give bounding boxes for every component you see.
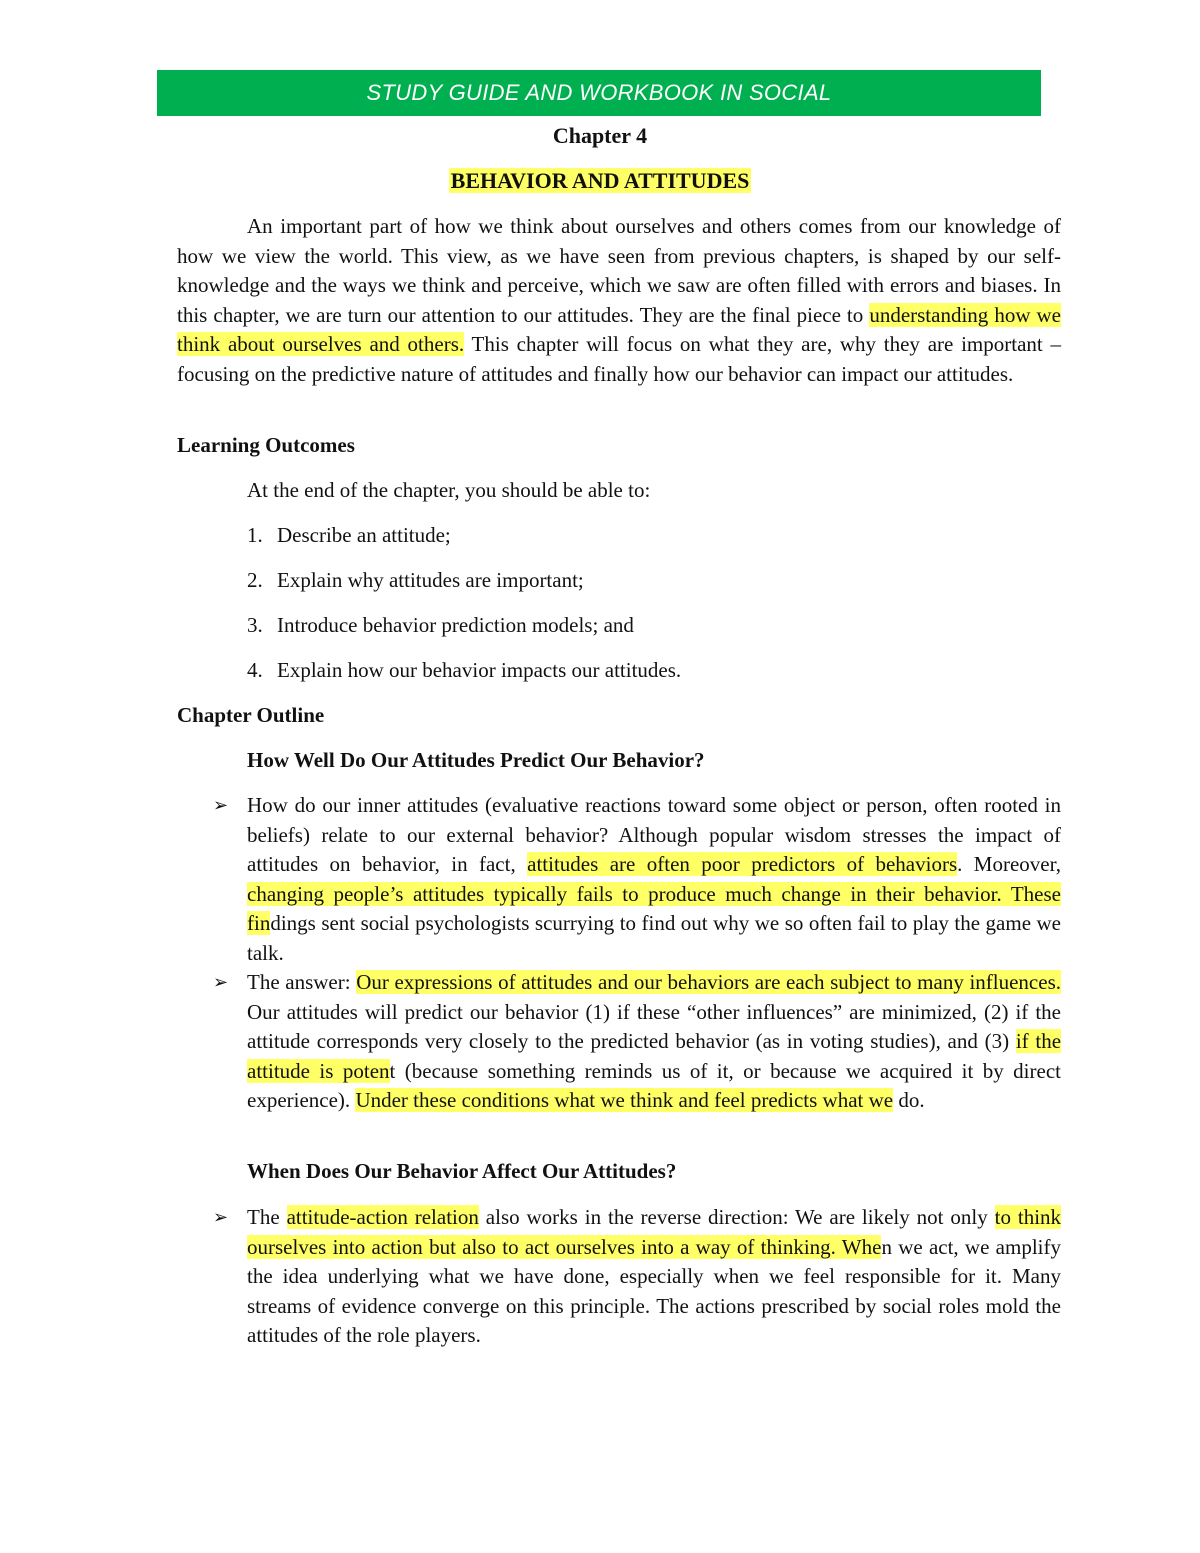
bullet-segment: . Moreover,: [957, 852, 1061, 876]
outcome-number: 4.: [247, 658, 263, 682]
bullet-segment: dings sent social psychologists scurrying to find out why we so often fail to play the game we talk.: [247, 911, 1061, 965]
outcome-text: Introduce behavior prediction models; and: [277, 613, 634, 637]
outcome-item: [247, 613, 634, 638]
bullet-segment: n we act, we amplify the idea underlying what we have done, especially when we feel responsible for it. Many streams of evidence converge on this principle. The actions prescribed by social roles mold the attitudes of the role players.: [247, 1234, 1061, 1347]
outline-bullet: [213, 791, 1061, 968]
outline-bullet: [213, 1203, 1061, 1351]
bullet-text: [247, 791, 1061, 968]
chapter-label: Chapter 4: [552, 123, 648, 148]
chapter-outline-heading: Chapter Outline: [177, 703, 325, 727]
bullet-highlight: attitudes are often poor predictors of behaviors: [527, 852, 958, 876]
bullet-text: [247, 1203, 1061, 1351]
intro-highlight: understanding how we think about ourselves and others.: [177, 302, 1061, 356]
bullet-highlight: changing people’s attitudes typically fails to produce much change in their behavior. These fin: [247, 881, 1061, 935]
outcome-number: 3.: [247, 613, 263, 637]
outcome-text: Describe an attitude;: [277, 523, 451, 547]
outline-bullet: [213, 968, 1061, 1116]
outcome-number: 2.: [247, 568, 263, 592]
arrowhead-bullet-icon: ➢: [213, 1207, 229, 1228]
arrowhead-bullet-icon: ➢: [213, 972, 229, 993]
bullet-highlight: Under these conditions what we think and feel predicts what we: [355, 1088, 894, 1112]
arrowhead-bullet-icon: ➢: [213, 795, 229, 816]
section2-title: When Does Our Behavior Affect Our Attitudes?: [247, 1159, 677, 1183]
bullet-highlight: to think ourselves into action but also to act ourselves into a way of thinking. Whe: [247, 1205, 1062, 1259]
bullet-segment: How do our inner attitudes (evaluative reactions toward some object or person, often rooted in beliefs) relate to our external behavior? Although popular wisdom stresses the impact of attitudes on behavior, in fact,: [247, 793, 1061, 876]
outcome-number: 1.: [247, 523, 263, 547]
chapter-title: [0, 168, 1200, 194]
learning-outcomes-lead: At the end of the chapter, you should be able to:: [247, 478, 651, 502]
bullet-highlight: attitude-action relation: [286, 1205, 479, 1229]
section1-title: How Well Do Our Attitudes Predict Our Behavior?: [247, 748, 705, 772]
intro-part1: An important part of how we think about ourselves and others comes from our knowledge of how we view the world. This view, as we have seen from previous chapters, is shaped by our self-knowledge and the ways we think and perceive, which we saw are often filled with errors and biases. In this chapter, we are turn our attention to our attitudes. They are the final piece to: [177, 214, 1061, 327]
bullet-segment: do.: [898, 1088, 925, 1112]
outcome-item: [247, 523, 451, 548]
outcome-text: Explain how our behavior impacts our attitudes.: [277, 658, 682, 682]
bullet-segment: The: [247, 1205, 280, 1229]
chapter-title-text: BEHAVIOR AND ATTITUDES: [450, 168, 750, 193]
bullet-segment: t (because something reminds us of it, or because we acquired it by direct experience).: [247, 1058, 1061, 1112]
outcome-item: [247, 568, 584, 593]
bullet-segment: Our attitudes will predict our behavior (1) if these “other influences” are minimized, (2) if the attitude corresponds very closely to the predicted behavior (as in voting studies), and (3): [247, 999, 1061, 1053]
outcome-item: [247, 658, 681, 683]
intro-paragraph: [177, 212, 1061, 389]
bullet-segment: The answer:: [247, 970, 351, 994]
header-banner: STUDY GUIDE AND WORKBOOK IN SOCIAL: [157, 70, 1041, 116]
intro-part2: This chapter will focus on what they are, why they are important – focusing on the predictive nature of attitudes and finally how our behavior can impact our attitudes.: [177, 332, 1062, 386]
bullet-text: [247, 968, 1061, 1116]
bullet-highlight: Our expressions of attitudes and our behaviors are each subject to many influences.: [356, 970, 1061, 994]
learning-outcomes-heading: Learning Outcomes: [177, 433, 355, 457]
bullet-highlight: if the attitude is poten: [247, 1029, 1062, 1083]
outcome-text: Explain why attitudes are important;: [277, 568, 584, 592]
bullet-segment: also works in the reverse direction: We are likely not only: [485, 1205, 988, 1229]
